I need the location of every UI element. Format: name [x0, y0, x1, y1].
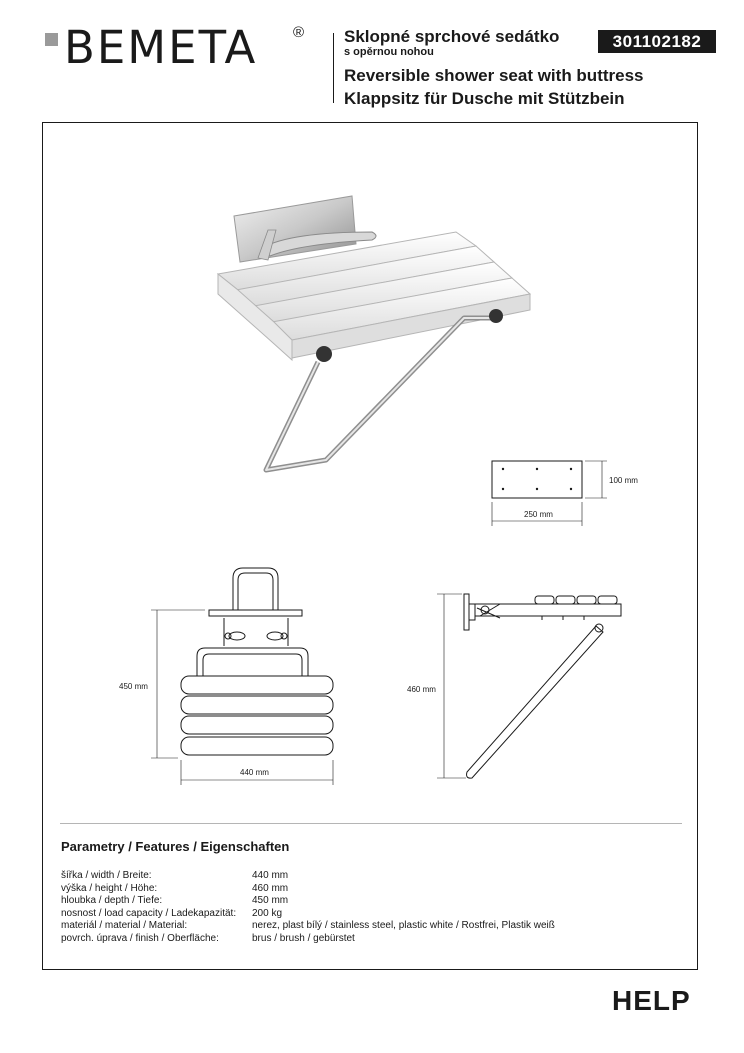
front-view-drawing	[151, 568, 333, 785]
param-row	[61, 883, 555, 896]
title-cz: Sklopné sprchové sedátko	[344, 27, 560, 46]
param-label: nosnost / load capacity / Ladekapazität:	[61, 907, 237, 919]
title-en: Reversible shower seat with buttress	[344, 66, 644, 85]
product-code: 301102182	[598, 30, 716, 53]
side-view-drawing	[437, 594, 621, 778]
param-label: povrch. úprava / finish / Oberfläche:	[61, 932, 219, 944]
param-label: hloubka / depth / Tiefe:	[61, 895, 163, 906]
title-de: Klappsitz für Dusche mit Stützbein	[344, 89, 625, 108]
dim-side-height: 460 mm	[407, 685, 436, 694]
dim-front-width: 440 mm	[240, 768, 269, 777]
param-label: výška / height / Höhe:	[61, 882, 158, 894]
param-row	[61, 895, 555, 908]
param-value: 450 mm	[252, 895, 289, 906]
brand-logo: BEMETA	[64, 21, 258, 74]
param-value: nerez, plast bílý / stainless steel, plastic white / Rostfrei, Plastik weiß	[252, 920, 555, 931]
param-value: 200 kg	[252, 907, 283, 919]
dim-plate-height: 100 mm	[609, 476, 638, 485]
param-row	[61, 908, 555, 921]
product-photo	[218, 196, 530, 470]
param-label: materiál / material / Material:	[61, 920, 188, 931]
registered-mark: ®	[293, 24, 305, 41]
param-row	[61, 870, 555, 883]
parameters-table	[61, 870, 555, 945]
series-name: HELP	[612, 985, 691, 1016]
param-value: 460 mm	[252, 882, 289, 894]
subtitle-cz: s opěrnou nohou	[344, 46, 434, 58]
param-value: 440 mm	[252, 870, 289, 881]
dim-plate-width: 250 mm	[524, 510, 553, 519]
param-value: brus / brush / gebürstet	[252, 932, 355, 944]
param-row	[61, 920, 555, 933]
dim-front-height: 450 mm	[119, 682, 148, 691]
param-row	[61, 933, 555, 946]
section-divider	[60, 823, 682, 824]
param-label: šířka / width / Breite:	[61, 870, 152, 881]
parameters-title: Parametry / Features / Eigenschaften	[61, 839, 290, 854]
